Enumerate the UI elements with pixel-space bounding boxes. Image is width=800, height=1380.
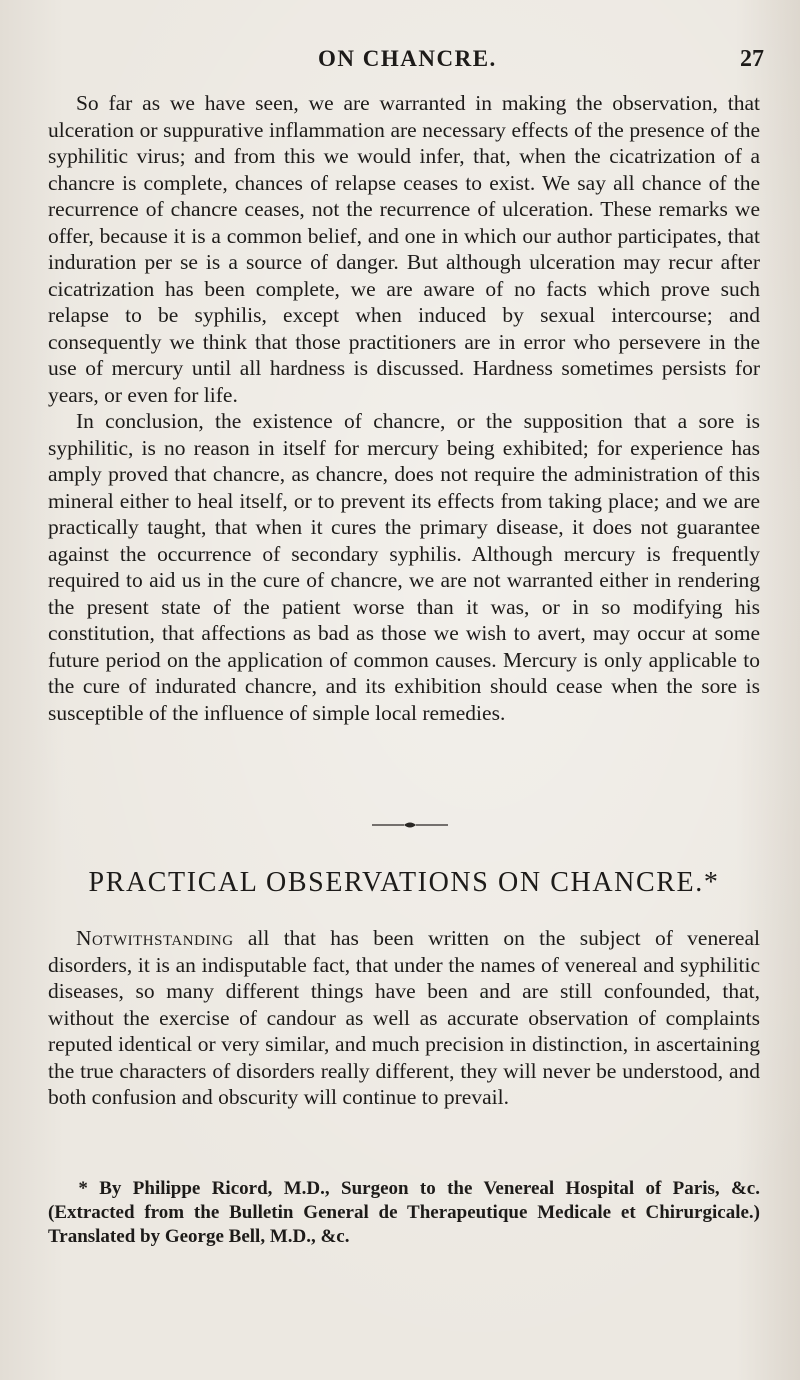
paragraph-notwithstanding-text: all that has been written on the subject of venereal disorders, it is an indisputable fact, that under the names of venereal and syphilitic diseases, so many different things have been and are still confounded, that, without the exercise of candour as well as accurate observation of complaints reputed identical or very similar, and much precision in distinction, in ascertaining the true characters of disorders really different, they will never be understood, and both confusion and obscurity will continue to prevail. — [48, 926, 760, 1109]
paragraph-notwithstanding — [48, 925, 760, 1111]
body-text-section — [48, 925, 760, 1111]
ornamental-divider — [370, 820, 450, 830]
footnote-text: * By Philippe Ricord, M.D., Surgeon to the Venereal Hospital of Paris, &c. (Extracted from the Bulletin General de Therapeutique Medicale et Chirurgicale.) Translated by George Bell, M.D., &c. — [48, 1178, 760, 1247]
body-text-top — [48, 90, 760, 726]
lead-word-small-caps: Notwithstanding — [75, 926, 234, 950]
paragraph-conclusion: In conclusion, the existence of chancre, or the supposition that a sore is syphilitic, is no reason in itself for mercury being exhibited; for experience has amply proved that chancre, as chancre, does not require the administration of this mineral either to heal itself, or to prevent its effects from taking place; and we are practically taught, that when it cures the primary disease, it does not guarantee against the occurrence of secondary syphilis. Although mercury is frequently required to aid us in the cure of chancre, we are not warranted either in rendering the present state of the patient worse than it was, or in so modifying his constitution, that affections as bad as those we wish to avert, may occur at some future period on the application of common causes. Mercury is only applicable to the cure of indurated chancre, and its exhibition should cease when the sore is susceptible of the influence of simple local remedies. — [48, 409, 760, 725]
paragraph-mercury-hardness: So far as we have seen, we are warranted in making the observation, that ulceration or suppurative inflammation are necessary effects of the presence of the syphilitic virus; and from this we would infer, that, when the cicatrization of a chancre is complete, chances of relapse ceases to exist. We say all chance of the recurrence of chancre ceases, not the recurrence of ulceration. These remarks we offer, because it is a common belief, and one in which our author participates, that induration per se is a source of danger. But although ulceration may recur after cicatrization has been complete, we are aware of no facts which prove such relapse to be syphilis, except when induced by sexual intercourse; and consequently we think that those practitioners are in error who persevere in the use of mercury until all hardness is discussed. Hardness sometimes persists for years, or even for life. — [48, 91, 760, 407]
page-number: 27 — [740, 46, 764, 72]
running-title: ON CHANCRE. — [318, 46, 497, 71]
section-heading: PRACTICAL OBSERVATIONS ON CHANCRE.* — [88, 867, 720, 898]
running-head — [0, 46, 800, 86]
footnote — [48, 1177, 760, 1249]
